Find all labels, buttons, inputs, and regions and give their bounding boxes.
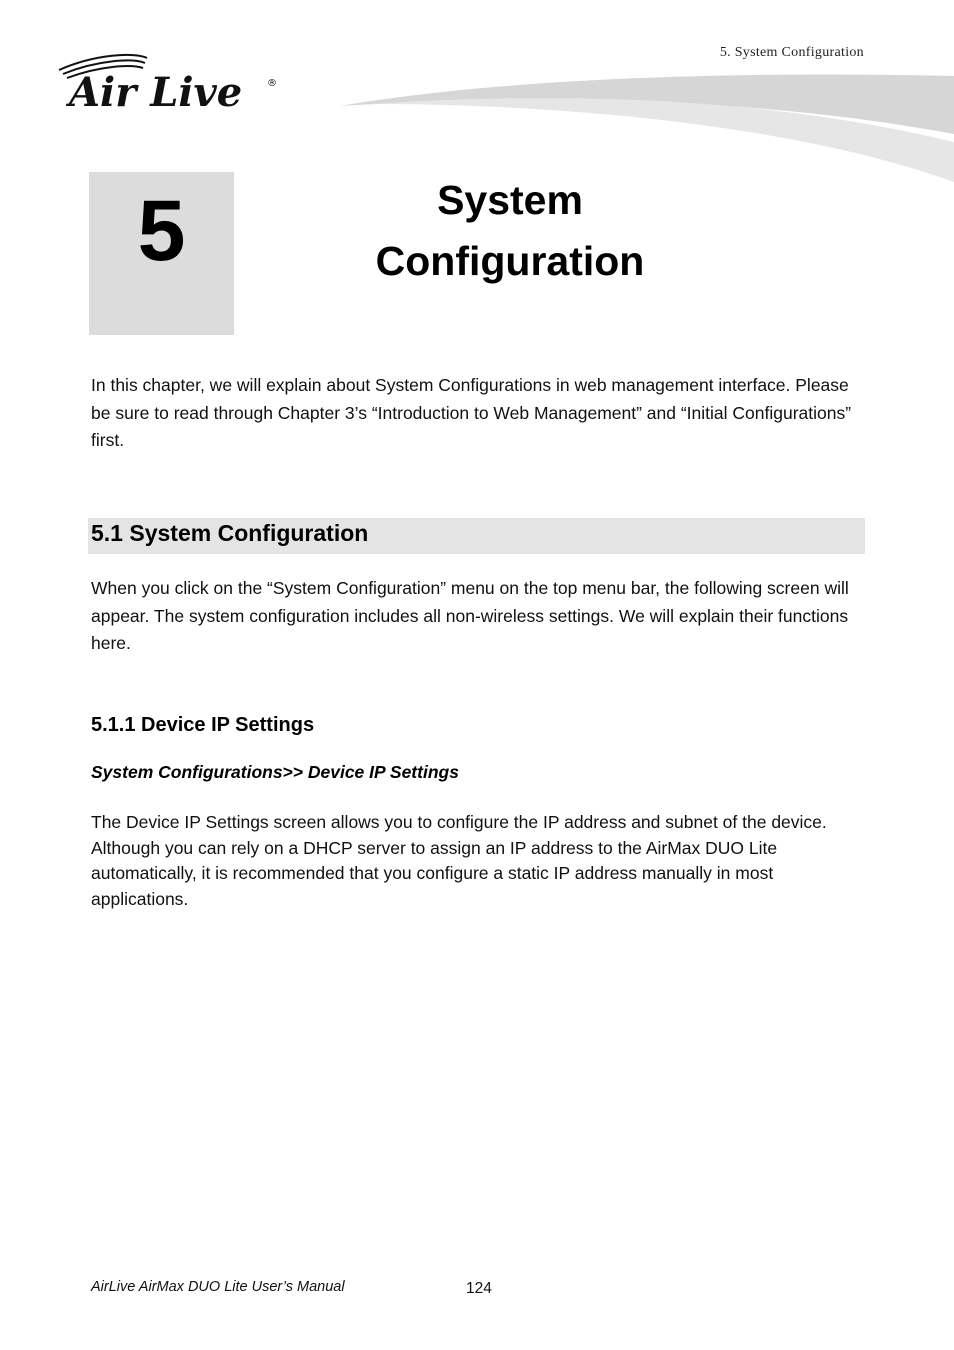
section-paragraph: When you click on the “System Configuration” menu on the top menu bar, the following screen will appear. The system configuration includes all non-wireless settings. We will explain their functions here. <box>91 578 849 653</box>
airlive-logo <box>55 48 285 114</box>
registered-mark: ® <box>267 78 277 89</box>
chapter-title-line1: System <box>437 177 583 223</box>
logo-text: Air Live <box>69 69 243 114</box>
footer-page-number: 124 <box>466 1280 492 1297</box>
section-heading: 5.1 System Configuration <box>91 520 369 546</box>
menu-path: System Configurations>> Device IP Settings <box>91 762 459 782</box>
footer-manual-title: AirLive AirMax DUO Lite User’s Manual <box>91 1279 345 1295</box>
subsection-heading: 5.1.1 Device IP Settings <box>91 714 315 736</box>
chapter-title-line2: Configuration <box>375 238 645 284</box>
chapter-title <box>300 170 720 292</box>
running-header: 5. System Configuration <box>719 45 864 60</box>
subsection-paragraph: The Device IP Settings screen allows you to configure the IP address and subnet of the device. Although you can rely on a DHCP server to assign an IP address to the AirMax DUO Lite automatically, it is recommended that you configure a static IP address manually in most applications. <box>91 812 827 909</box>
intro-paragraph: In this chapter, we will explain about System Configurations in web management interface. Please be sure to read through Chapter 3’s “Introduction to Web Management” and “Initial Configurations” first. <box>91 375 852 450</box>
chapter-number: 5 <box>137 183 186 279</box>
